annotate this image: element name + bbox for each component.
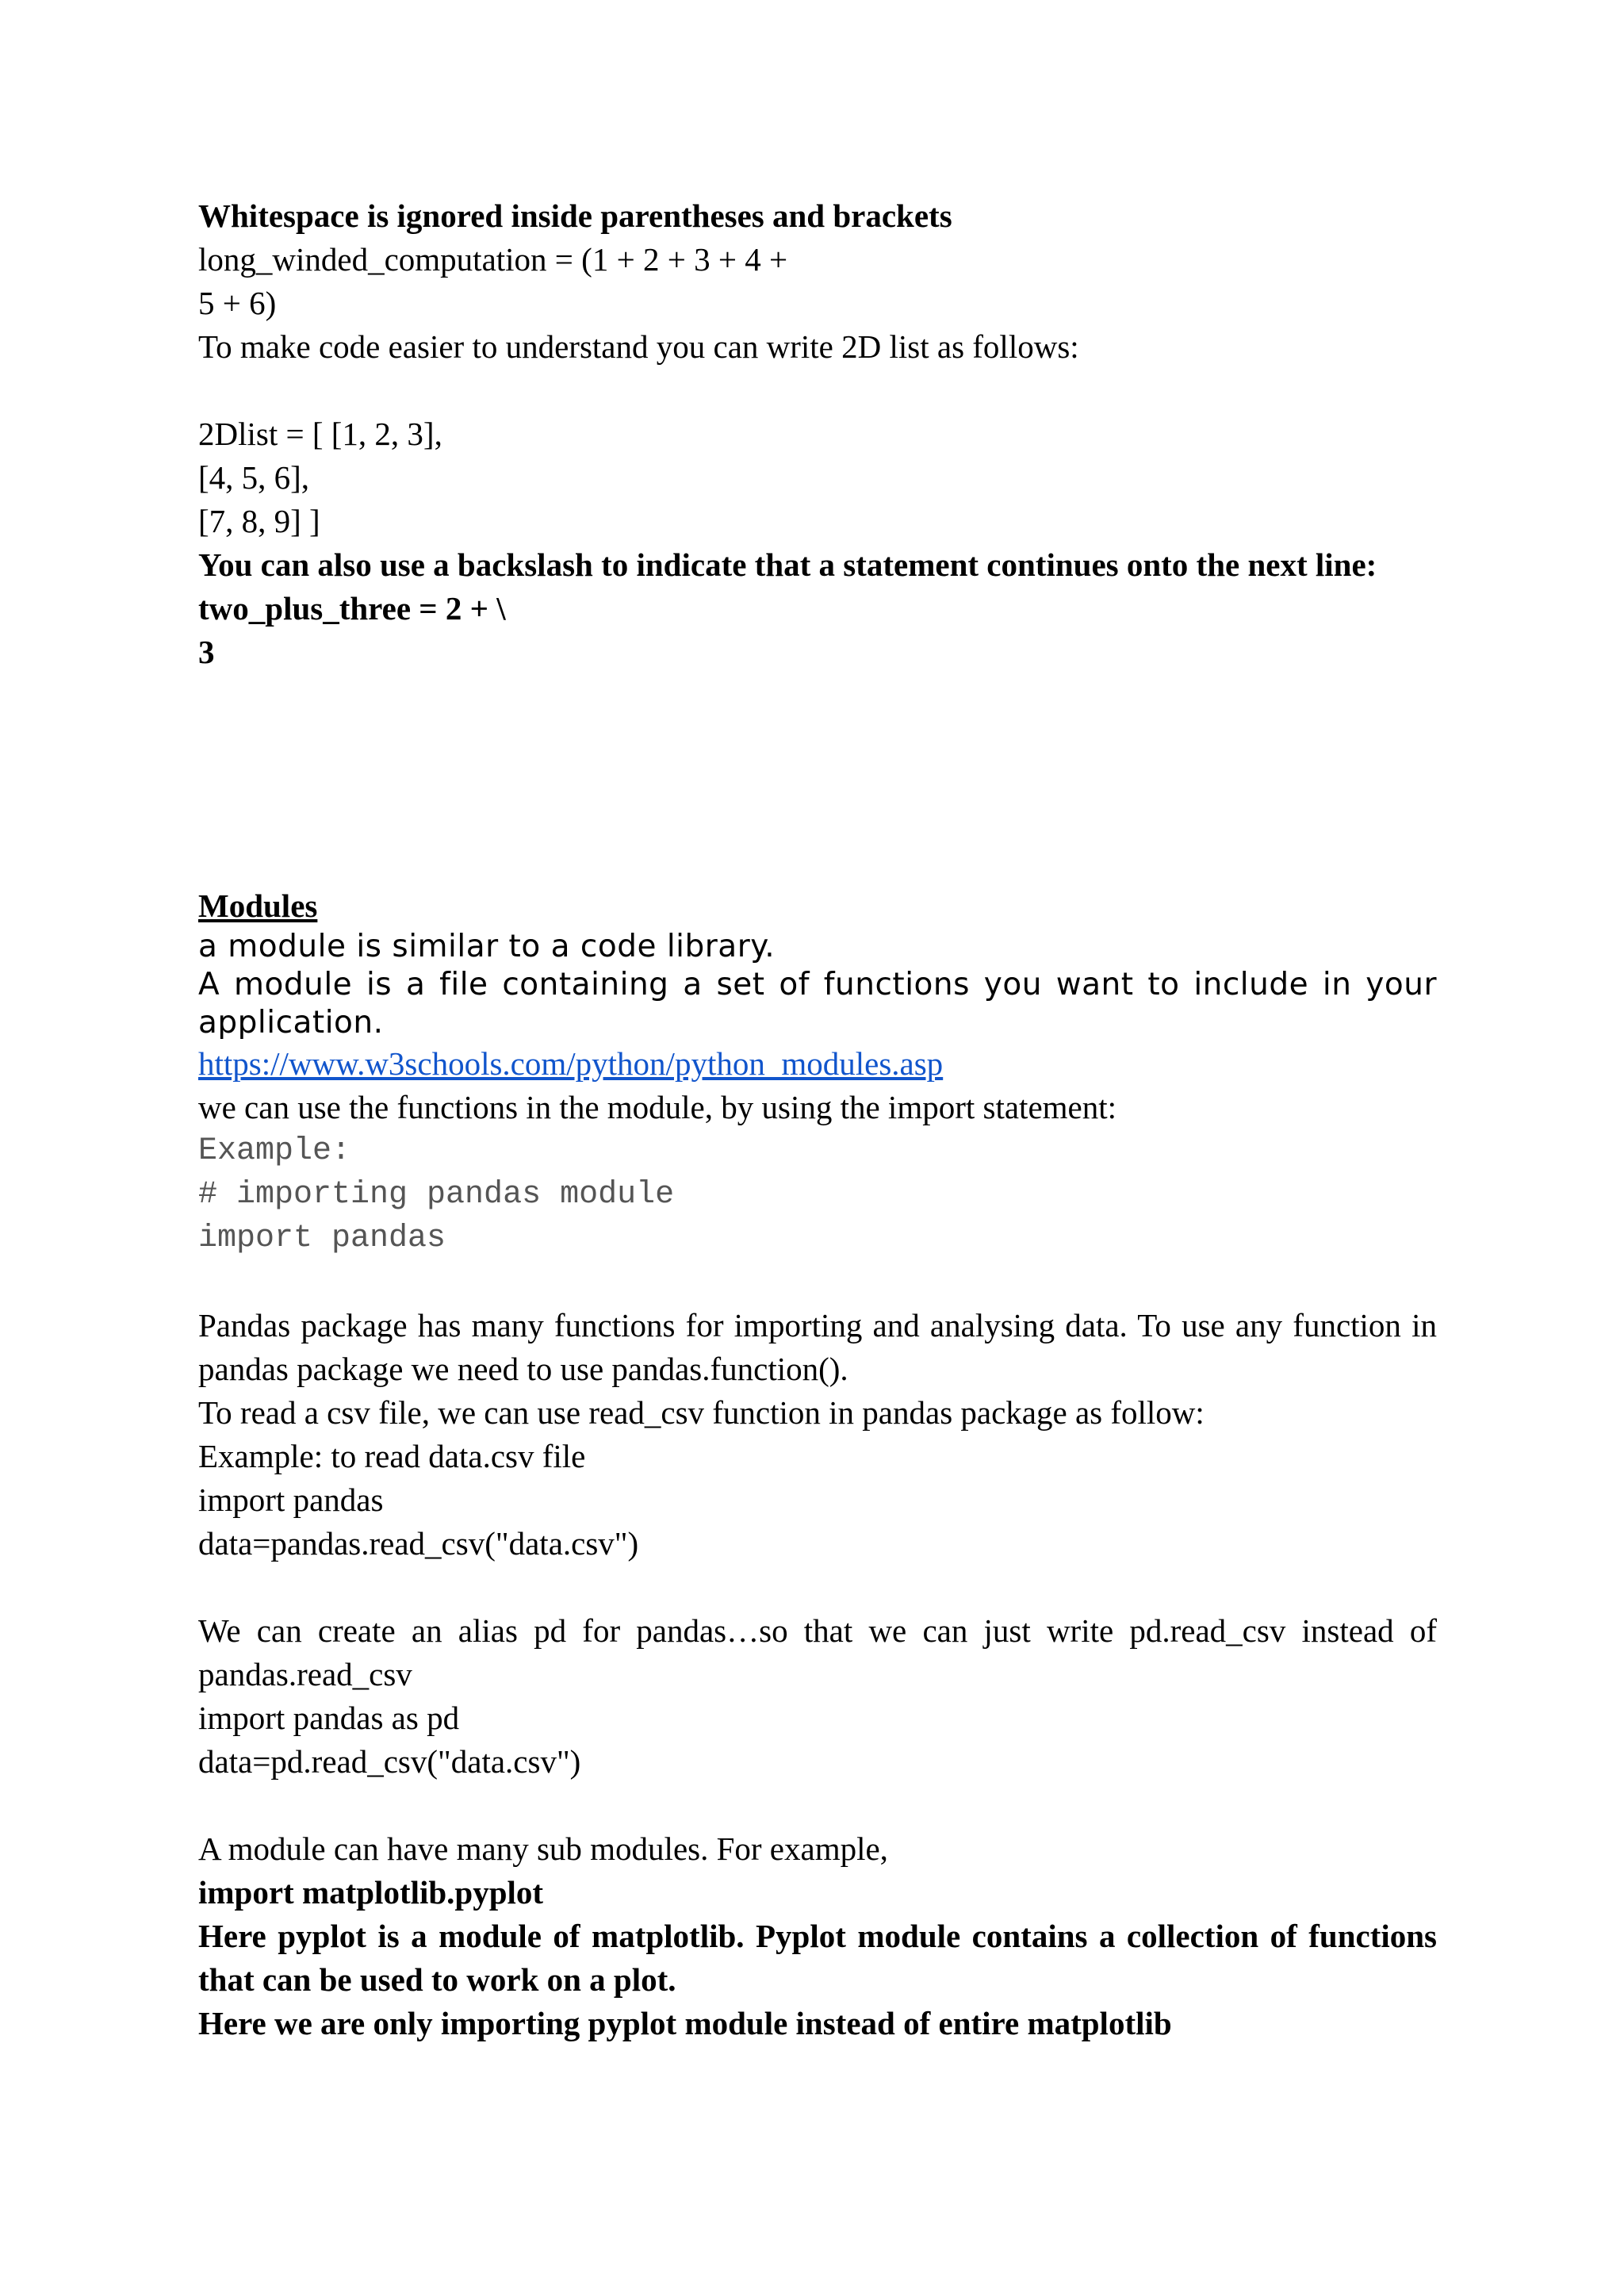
document-body <box>198 194 1447 2045</box>
list-code-line: [7, 8, 9] ] <box>198 503 320 539</box>
blank-line <box>198 1260 1437 1304</box>
alias-import: import pandas as pd <box>198 1700 460 1736</box>
whitespace-heading: Whitespace is ignored inside parentheses and brackets <box>198 197 952 234</box>
submodule-note: A module can have many sub modules. For example, <box>198 1830 888 1867</box>
module-desc: a module is similar to a code library. <box>198 929 776 964</box>
import-note: we can use the functions in the module, by using the import statement: <box>198 1089 1117 1125</box>
w3schools-link[interactable]: https://www.w3schools.com/python/python_modules.asp <box>198 1045 944 1082</box>
submodule-explanation: Here pyplot is a module of matplotlib. Pyplot module contains a collection of functions that can be used to work on a plot. <box>198 1918 1446 1998</box>
blank-line <box>198 369 1437 412</box>
pandas-paragraph: Pandas package has many functions for importing and analysing data. To use any function in pandas package we need to use pandas.function(). <box>198 1307 1446 1387</box>
read-csv-note: To read a csv file, we can use read_csv function in pandas package as follow: <box>198 1394 1205 1431</box>
example-comment: # importing pandas module <box>198 1177 675 1213</box>
backslash-heading: You can also use a backslash to indicate that a statement continues onto the next line: <box>198 546 1377 583</box>
example-label: Example: <box>198 1133 351 1169</box>
read-example: Example: to read data.csv file <box>198 1438 586 1474</box>
submodule-import: import matplotlib.pyplot <box>198 1874 544 1911</box>
code-line: long_winded_computation = (1 + 2 + 3 + 4 + <box>198 241 788 278</box>
modules-heading: Modules <box>198 887 318 924</box>
submodule-only-note: Here we are only importing pyplot module instead of entire matplotlib <box>198 2005 1172 2041</box>
section-gap <box>198 674 1437 884</box>
backslash-code-line: two_plus_three = 2 + \ <box>198 590 506 627</box>
list-note: To make code easier to understand you can write 2D list as follows: <box>198 328 1079 365</box>
list-code-line: [4, 5, 6], <box>198 459 310 496</box>
alias-paragraph: We can create an alias pd for pandas…so that we can just write pd.read_csv instead of pandas.read_csv <box>198 1612 1446 1692</box>
blank-line <box>198 1566 1437 1609</box>
example-import: import pandas <box>198 1221 446 1256</box>
alias-call: data=pd.read_csv("data.csv") <box>198 1743 581 1780</box>
code-line: 5 + 6) <box>198 285 277 321</box>
read-import: import pandas <box>198 1481 384 1518</box>
backslash-code-line: 3 <box>198 634 215 670</box>
module-desc: A module is a file containing a set of functions you want to include in your application. <box>198 967 1447 1041</box>
list-code-line: 2Dlist = [ [1, 2, 3], <box>198 416 442 452</box>
blank-line <box>198 1784 1437 1827</box>
read-call: data=pandas.read_csv("data.csv") <box>198 1525 639 1562</box>
